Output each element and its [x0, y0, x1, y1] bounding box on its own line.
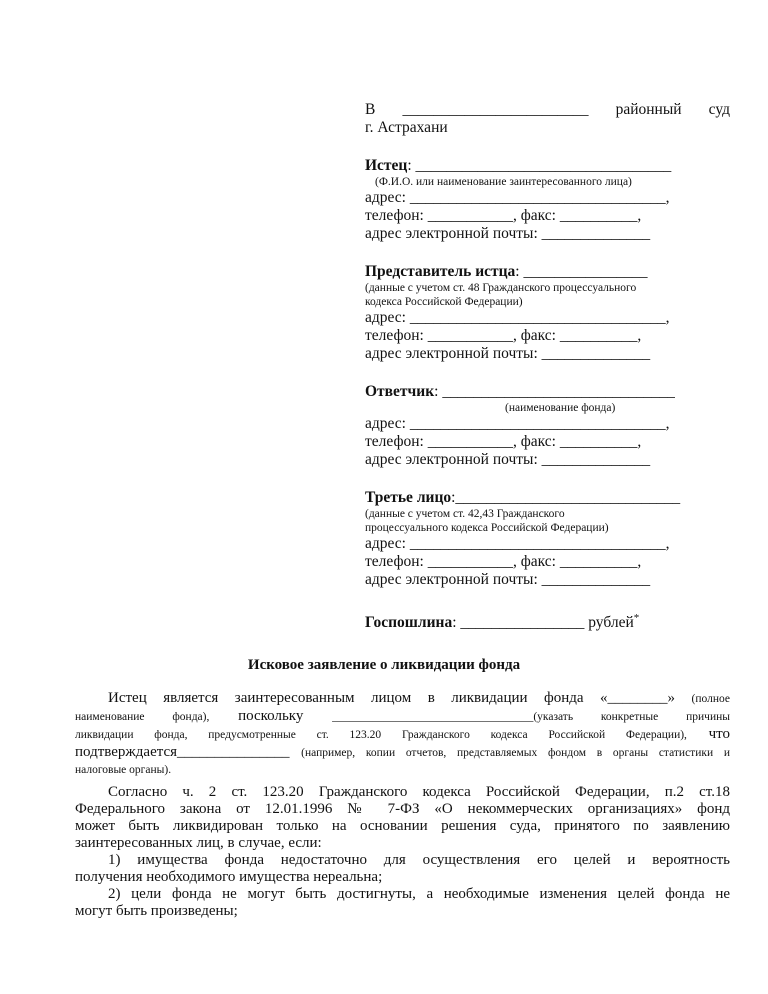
- plaintiff-label: Истец: [365, 157, 408, 174]
- third-party-email: адрес электронной почты: ______________: [365, 571, 651, 588]
- defendant-line: : ______________________________: [434, 383, 675, 400]
- para1-line4-main: подтверждается: [75, 744, 178, 760]
- para1-line1-main: Истец является заинтересованным лицом в ликвидации фонда «________»: [108, 690, 676, 706]
- item2-line1: 2) цели фонда не могут быть достигнуты, а необходимые изменения целей фонда не: [108, 886, 730, 902]
- representative-label: Представитель истца: [365, 263, 516, 280]
- court-line: [365, 101, 730, 119]
- defendant-phone: телефон: ___________, факс: __________,: [365, 433, 642, 450]
- para1-line2-note: наименование фонда),: [75, 711, 210, 723]
- para2-line2: Федерального закона от 12.01.1996 № 7-ФЗ «О некоммерческих организациях» фонд: [75, 801, 730, 817]
- para1-line3-note: ликвидации фонда, предусмотренные ст. 123.20 Гражданского кодекса Российской Федерации),: [75, 729, 687, 741]
- fee-line: [365, 609, 730, 632]
- third-party-block: [365, 489, 730, 589]
- third-party-hint-1: (данные с учетом ст. 42,43 Гражданского: [365, 508, 565, 520]
- paragraph-plaintiff-interest: [75, 690, 730, 779]
- third-party-label: Третье лицо: [365, 489, 452, 506]
- fee-value: : ________________ рублей: [452, 614, 634, 632]
- para2-line4: заинтересованных лиц, в случае, если:: [75, 835, 322, 851]
- defendant-block: [365, 383, 730, 469]
- para1-line5: налоговые органы).: [75, 764, 172, 776]
- third-party-address: адрес: _________________________________,: [365, 535, 670, 552]
- defendant-email: адрес электронной почты: ______________: [365, 451, 651, 468]
- representative-address: адрес: _________________________________,: [365, 309, 670, 326]
- para1-line4-blank: _______________: [177, 744, 290, 760]
- para1-line2-hint: (указать конкретные причины: [533, 711, 730, 723]
- representative-block: [365, 263, 730, 363]
- representative-hint-2: кодекса Российской Федерации): [365, 296, 523, 308]
- representative-phone: телефон: ___________, факс: __________,: [365, 327, 642, 344]
- item1-line2: получения необходимого имущества нереальна;: [75, 869, 383, 885]
- paragraph-legal-basis: [75, 784, 730, 920]
- para1-line2-blank: ___________________________________: [332, 711, 534, 723]
- plaintiff-block: [365, 157, 730, 243]
- para1-line3-main: что: [708, 726, 731, 742]
- item2-line2: могут быть произведены;: [75, 903, 238, 919]
- para1-line4-hint: (например, копии отчетов, представляемых фондом в органы статистики и: [301, 747, 730, 759]
- item1-line1: 1) имущества фонда недостаточно для осуществления его целей и вероятность: [108, 852, 730, 868]
- plaintiff-address: адрес: _________________________________,: [365, 189, 670, 206]
- representative-email: адрес электронной почты: ______________: [365, 345, 651, 362]
- fee-label: Госпошлина: [365, 614, 453, 632]
- court-prefix: В: [365, 101, 376, 118]
- representative-hint-1: (данные с учетом ст. 48 Гражданского процессуального: [365, 282, 637, 294]
- court-blank: ________________________: [402, 101, 589, 118]
- defendant-address: адрес: _________________________________,: [365, 415, 670, 432]
- claim-header: [365, 101, 730, 632]
- third-party-hint-2: процессуального кодекса Российской Федерации): [365, 522, 609, 534]
- court-word: районный: [615, 101, 682, 118]
- para1-line1-note: (полное: [691, 693, 730, 705]
- para2-line1: Согласно ч. 2 ст. 123.20 Гражданского кодекса Российской Федерации, п.2 ст.18: [108, 784, 730, 800]
- third-party-phone: телефон: ___________, факс: __________,: [365, 553, 642, 570]
- court-suffix: суд: [708, 101, 730, 118]
- defendant-label: Ответчик: [365, 383, 435, 400]
- document-title: Исковое заявление о ликвидации фонда: [247, 657, 521, 673]
- para2-line3: может быть ликвидирован только на основании решения суда, принятого по заявлению: [75, 818, 730, 834]
- plaintiff-hint: (Ф.И.О. или наименование заинтересованного лица): [375, 176, 632, 188]
- para1-line2-main: поскольку: [238, 708, 304, 724]
- plaintiff-line: : _________________________________: [407, 157, 672, 174]
- representative-line: : ________________: [515, 263, 648, 280]
- third-party-line: :_____________________________: [451, 489, 681, 506]
- plaintiff-email: адрес электронной почты: ______________: [365, 225, 651, 242]
- defendant-hint: (наименование фонда): [505, 402, 616, 414]
- fee-footnote-mark: *: [633, 612, 640, 624]
- plaintiff-phone: телефон: ___________, факс: __________,: [365, 207, 642, 224]
- court-city: г. Астрахани: [365, 119, 448, 136]
